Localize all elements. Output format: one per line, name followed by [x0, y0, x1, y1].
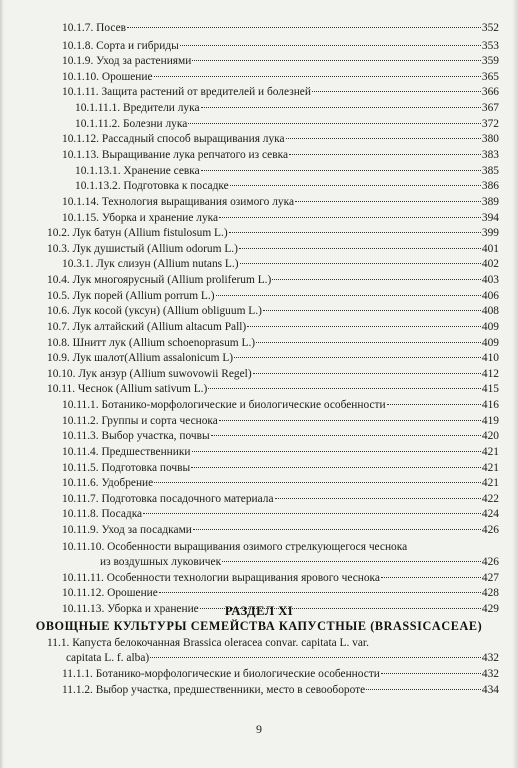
toc-entry-title: 10.4. Лук многоярусный (Allium proliferum L.) [47, 274, 272, 286]
toc-entry-continuation [66, 651, 499, 666]
toc-entry-title: 10.1.14. Технология выращивания озимого лука [62, 196, 294, 208]
toc-entry-page: 406 [481, 290, 499, 302]
toc-entry-title: 10.3.1. Лук слизун (Allium nutans L.) [62, 258, 239, 270]
toc-entry-page: 427 [481, 572, 499, 584]
toc-entry [62, 132, 499, 147]
toc-entry-page: 383 [481, 149, 499, 161]
toc-entry-page: 434 [481, 684, 499, 696]
toc-entry [62, 683, 499, 698]
toc-entry-title: 10.3. Лук душистый (Allium odorum L.) [47, 243, 238, 255]
toc-entry-title: 10.1.13.2. Подготовка к посадке [75, 180, 229, 192]
toc-entry [47, 367, 499, 382]
toc-entry-title: 10.6. Лук косой (уксун) (Allium obliguum L.) [47, 305, 262, 317]
toc-entry [62, 571, 499, 586]
toc-entry-page: 380 [481, 133, 499, 145]
toc-entry-page: 401 [481, 243, 499, 255]
toc-entry [75, 179, 499, 194]
section-subtitle: ОВОЩНЫЕ КУЛЬТУРЫ СЕМЕЙСТВА КАПУСТНЫЕ (BRASSICACEAE) [35, 619, 483, 633]
toc-entry-title: 10.1.11.1. Вредители лука [75, 102, 200, 114]
toc-entry [62, 148, 499, 163]
toc-entry [62, 414, 499, 429]
toc-entry-page: 416 [481, 399, 499, 411]
toc-entry-title: 10.9. Лук шалот(Allium assalonicum L) [47, 352, 234, 364]
toc-entry [75, 117, 499, 132]
toc-entry [47, 336, 499, 351]
toc-entry-page: 394 [481, 212, 499, 224]
toc-entry [62, 492, 499, 507]
toc-entry [62, 211, 499, 226]
toc-entry-page: 420 [481, 430, 499, 442]
toc-entry-page: 352 [481, 22, 499, 34]
toc-entry-title: 10.11.9. Уход за посадками [62, 524, 192, 536]
toc-entry-title: 10.11.1. Ботанико-морфологические и биологические особенности [62, 399, 386, 411]
section-title: РАЗДЕЛ XI [224, 604, 294, 618]
toc-entry-page: 386 [481, 180, 499, 192]
toc-entry-page: 372 [481, 118, 499, 130]
toc-entry [47, 382, 499, 397]
page-shadow-left [0, 0, 4, 768]
toc-entry-title: 10.1.11.2. Болезни лука [75, 118, 188, 130]
toc-entry-title: 10.2. Лук батун (Allium fistulosum L.) [47, 227, 228, 239]
toc-entry-title: 10.11.8. Посадка [62, 508, 143, 520]
toc-entry [47, 242, 499, 257]
toc-entry-title: 11.1.1. Ботанико-морфологические и биологические особенности [62, 668, 380, 680]
toc-entry [62, 398, 499, 413]
toc-entry [62, 21, 499, 36]
toc-entry-page: 410 [481, 352, 499, 364]
toc-entry [47, 273, 499, 288]
toc-entry [62, 507, 499, 522]
toc-entry-title: 10.1.11. Защита растений от вредителей и болезней [62, 86, 311, 98]
toc-entry [62, 523, 499, 538]
toc-entry-title: 10.11.4. Предшественники [62, 446, 191, 458]
toc-entry-title: 10.11.5. Подготовка почвы [62, 462, 191, 474]
toc-entry-title: 10.1.9. Уход за растениями [62, 55, 192, 67]
toc-entry-page: 421 [481, 477, 499, 489]
toc-entry-continuation [100, 555, 499, 570]
toc-entry-page: 421 [481, 462, 499, 474]
toc-entry [47, 304, 499, 319]
toc-entry-page: 415 [481, 383, 499, 395]
toc-entry-page: 429 [481, 603, 499, 615]
toc-entry-page: 402 [481, 258, 499, 270]
toc-entry-title: 10.11.3. Выбор участка, почвы [62, 430, 210, 442]
toc-entry [47, 226, 499, 241]
toc-entry-page: 353 [481, 40, 499, 52]
toc-entry-page: 403 [481, 274, 499, 286]
toc-entry-title: 10.8. Шнитт лук (Allium schoenoprasum L.) [47, 337, 256, 349]
toc-entry [75, 164, 499, 179]
toc-entry-page: 424 [481, 508, 499, 520]
toc-entry-page: 389 [481, 196, 499, 208]
toc-entry [62, 54, 499, 69]
toc-entry-title: из воздушных луковичек [100, 556, 222, 568]
toc-entry-page: 409 [481, 337, 499, 349]
toc-entry-title: 10.11.11. Особенности технологии выращивания ярового чеснока [62, 572, 380, 584]
toc-entry-title: 10.1.7. Посев [62, 22, 127, 34]
toc-entry-page: 426 [481, 556, 499, 568]
toc-entry [47, 320, 499, 335]
toc-entry-title: capitata L. f. alba) [66, 652, 150, 664]
toc-entry-page: 367 [481, 102, 499, 114]
toc-entry-page: 385 [481, 165, 499, 177]
toc-entry [47, 636, 499, 651]
page-number: 9 [256, 722, 262, 736]
toc-entry-page: 421 [481, 446, 499, 458]
toc-entry-title: 10.11.10. Особенности выращивания озимого стрелкующегося чеснока [62, 541, 408, 553]
toc-entry-title: 10.11.6. Удобрение [62, 477, 154, 489]
toc-entry-title: 10.11. Чеснок (Allium sativum L.) [47, 383, 208, 395]
toc-entry-page: 408 [481, 305, 499, 317]
toc-entry [62, 476, 499, 491]
toc-entry-title: 10.1.8. Сорта и гибриды [62, 40, 179, 52]
toc-entry [62, 39, 499, 54]
toc-entry [75, 101, 499, 116]
toc-entry [62, 85, 499, 100]
toc-entry-title: 10.1.13. Выращивание лука репчатого из севка [62, 149, 289, 161]
toc-entry-title: 10.11.12. Орошение [62, 587, 158, 599]
toc-entry-page: 412 [481, 368, 499, 380]
toc-entry-page: 432 [481, 652, 499, 664]
toc-entry-title: 10.7. Лук алтайский (Allium altacum Pall) [47, 321, 247, 333]
toc-entry-title: 10.1.15. Уборка и хранение лука [62, 212, 219, 224]
toc-entry-page: 359 [481, 55, 499, 67]
toc-entry [62, 70, 499, 85]
toc-entry [62, 586, 499, 601]
toc-entry [62, 540, 499, 555]
toc-entry-title: 10.11.13. Уборка и хранение [62, 603, 199, 615]
toc-entry-page: 366 [481, 86, 499, 98]
page-shadow-right [512, 0, 518, 768]
toc-entry-title: 10.1.13.1. Хранение севка [75, 165, 200, 177]
toc-entry-page: 419 [481, 415, 499, 427]
toc-entry-page: 399 [481, 227, 499, 239]
toc-entry [62, 195, 499, 210]
toc-entry [62, 445, 499, 460]
toc-entry-title: 11.1. Капуста белокочанная Brassica oleracea convar. capitata L. var. [47, 637, 369, 649]
toc-entry-title: 10.1.12. Рассадный способ выращивания лука [62, 133, 285, 145]
toc-entry-page: 365 [481, 71, 499, 83]
toc-entry-page: 428 [481, 587, 499, 599]
toc-entry-title: 11.1.2. Выбор участка, предшественники, место в севообороте [62, 684, 366, 696]
toc-entry [62, 667, 499, 682]
toc-entry-title: 10.1.10. Орошение [62, 71, 153, 83]
toc-entry-page: 409 [481, 321, 499, 333]
toc-entry [62, 257, 499, 272]
toc-entry [47, 351, 499, 366]
toc-entry [62, 461, 499, 476]
toc-entry-title: 10.11.2. Группы и сорта чеснока [62, 415, 218, 427]
toc-entry-page: 422 [481, 493, 499, 505]
toc-entry-page: 426 [481, 524, 499, 536]
toc-entry [47, 289, 499, 304]
toc-entry [62, 429, 499, 444]
toc-entry-page: 432 [481, 668, 499, 680]
toc-entry-title: 10.5. Лук порей (Allium porrum L.) [47, 290, 215, 302]
toc-entry-title: 10.10. Лук анзур (Allium suwovowii Regel) [47, 368, 252, 380]
toc-entry-title: 10.11.7. Подготовка посадочного материала [62, 493, 274, 505]
